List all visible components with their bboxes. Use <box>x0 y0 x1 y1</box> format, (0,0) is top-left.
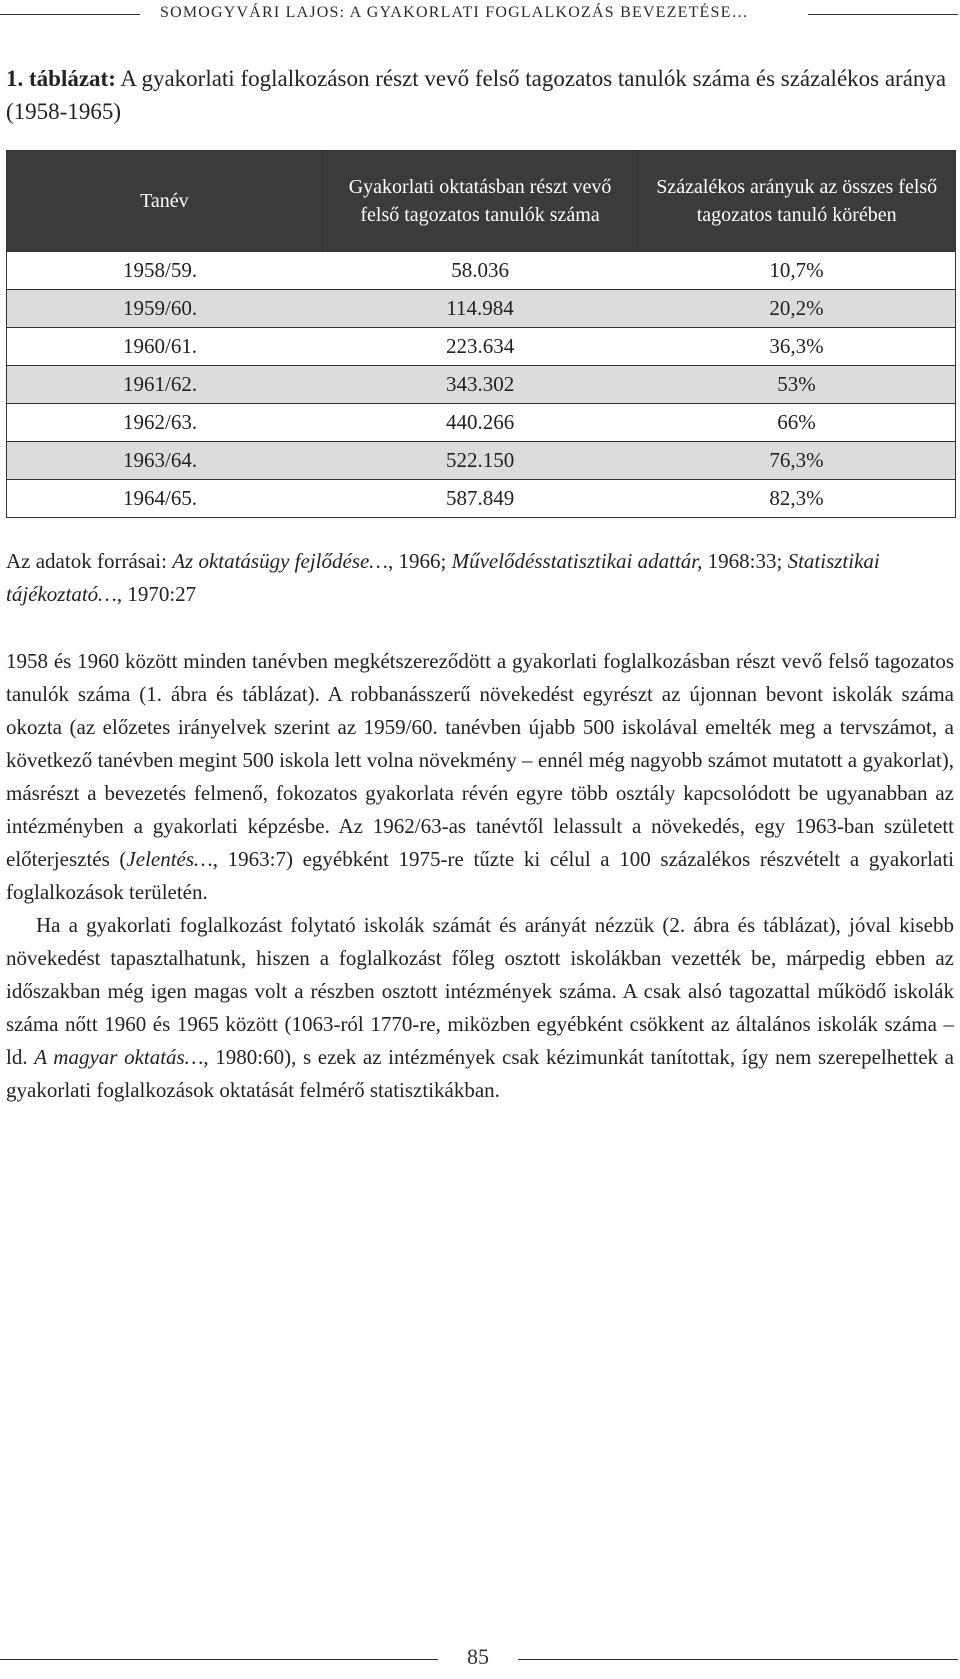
table-row <box>7 480 956 518</box>
cell-year: 1961/62. <box>7 366 323 404</box>
table-row <box>7 252 956 290</box>
sources-text: Az adatok forrásai: <box>6 549 173 573</box>
table-caption-label: 1. táblázat: <box>6 66 116 91</box>
cell-year: 1959/60. <box>7 290 323 328</box>
cell-student-count: 522.150 <box>322 442 638 480</box>
cell-percentage: 36,3% <box>638 328 956 366</box>
cell-student-count: 440.266 <box>322 404 638 442</box>
cell-percentage: 82,3% <box>638 480 956 518</box>
table-row <box>7 328 956 366</box>
cell-percentage: 10,7% <box>638 252 956 290</box>
cell-year: 1958/59. <box>7 252 323 290</box>
paragraph-text: Ha a gyakorlati foglalkozást folytató iskolák számát és arányát nézzük (2. ábra és táblázat), jóval kisebb növekedést tapasztalhatunk, hiszen a foglalkozást főleg osztott iskolákban vezették be, márpedig ebben az időszakban még igen magas volt a részben osztott intézmények száma. A csak alsó tagozattal működő iskolák száma nőtt 1960 és 1965 között (1063-ról 1770-re, miközben egyébként csökkent az általános iskolák száma – ld. <box>6 913 954 1069</box>
table-sources-note <box>6 545 956 611</box>
running-title: SOMOGYVÁRI LAJOS: A GYAKORLATI FOGLALKOZÁS BEVEZETÉSE… <box>160 4 749 21</box>
sources-text: , 1970:27 <box>116 582 197 606</box>
footer-rule-right <box>518 1659 958 1660</box>
source-title: Statisztikai tájékoztató… <box>6 549 880 606</box>
cell-year: 1962/63. <box>7 404 323 442</box>
table-row <box>7 290 956 328</box>
sources-text: 1968:33; <box>702 549 788 573</box>
table-caption-text: A gyakorlati foglalkozáson részt vevő felső tagozatos tanulók száma és százalékos aránya (1958-1965) <box>6 66 947 124</box>
table-header <box>7 151 956 252</box>
cell-year: 1964/65. <box>7 480 323 518</box>
cell-percentage: 53% <box>638 366 956 404</box>
cell-student-count: 587.849 <box>322 480 638 518</box>
column-header-percentage: Százalékos arányuk az összes felső tagozatos tanuló körében <box>638 151 956 252</box>
paragraph-text: 1958 és 1960 között minden tanévben megkétszereződött a gyakorlati foglalkozásban részt vevő felső tagozatos tanulók száma (1. ábra és táblázat). A robbanásszerű növekedést egyrészt az újonnan bevont iskolák száma okozta (az előzetes irányelvek szerint az 1959/60. tanévben újabb 500 iskolával emelték meg a tervszámot, a következő tanévben megint 500 iskola lett volna növekmény – ennél még nagyobb számot mutatott a gyakorlat), másrészt a bevezetés felmenő, fokozatos gyakorlata révén egyre több osztály kapcsolódott be ugyanabban az intézményben a gyakorlati képzésbe. Az 1962/63-as tanévtől lelassult a növekedés, egy 1963-ban született előterjesztés ( <box>6 649 954 871</box>
cell-student-count: 58.036 <box>322 252 638 290</box>
running-header <box>0 0 960 30</box>
paragraph-text: , 1980:60), s ezek az intézmények csak kézimunkát tanítottak, így nem szerepelhettek a gyakorlati foglalkozások oktatását felmérő statisztikákban. <box>6 1045 954 1102</box>
cell-student-count: 343.302 <box>322 366 638 404</box>
footer-rule-left <box>0 1659 438 1660</box>
table-row <box>7 404 956 442</box>
page-footer <box>0 1640 960 1679</box>
cell-year: 1960/61. <box>7 328 323 366</box>
cell-student-count: 223.634 <box>322 328 638 366</box>
cell-percentage: 20,2% <box>638 290 956 328</box>
source-title: Az oktatásügy fejlődése… <box>172 549 388 573</box>
cell-student-count: 114.984 <box>322 290 638 328</box>
table-row <box>7 442 956 480</box>
cell-year: 1963/64. <box>7 442 323 480</box>
column-header-year: Tanév <box>7 151 323 252</box>
body-text <box>6 645 954 1107</box>
cited-title: Jelentés… <box>126 847 213 871</box>
cell-percentage: 76,3% <box>638 442 956 480</box>
paragraph <box>6 909 954 1107</box>
cited-title: A magyar oktatás… <box>34 1045 204 1069</box>
sources-text: , 1966; <box>387 549 452 573</box>
paragraph-text: , 1963:7) egyébként 1975-re tűzte ki célul a 100 százalékos részvételt a gyakorlati foglalkozások területén. <box>6 847 955 904</box>
column-header-student-count: Gyakorlati oktatásban részt vevő felső tagozatos tanulók száma <box>322 151 638 252</box>
data-table <box>6 150 956 518</box>
source-title: Művelődésstatisztikai adattár, <box>451 549 703 573</box>
table-caption <box>6 62 956 128</box>
header-rule-left <box>0 14 140 15</box>
page-number: 85 <box>467 1644 489 1669</box>
cell-percentage: 66% <box>638 404 956 442</box>
table-row <box>7 366 956 404</box>
paragraph <box>6 645 954 909</box>
header-rule-right <box>808 14 958 15</box>
table-body <box>7 252 956 518</box>
